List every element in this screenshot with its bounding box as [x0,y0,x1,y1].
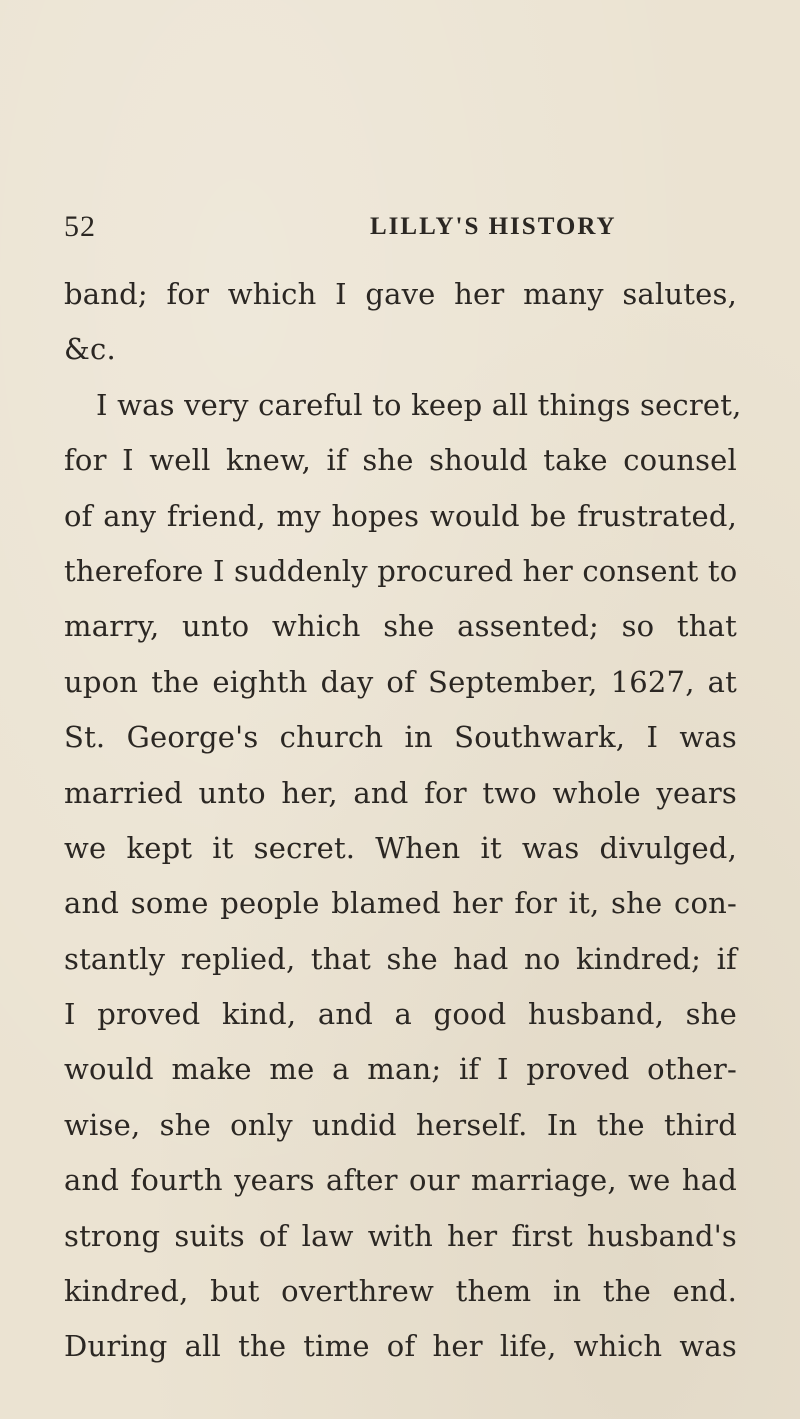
text-line: stantly replied, that she had no kindred; if [64,941,737,976]
text-line: upon the eighth day of September, 1627, at [64,664,737,699]
page-number: 52 [64,210,96,243]
text-line: and some people blamed her for it, she con- [64,886,737,921]
text-line: St. George's church in Southwark, I was [64,720,737,755]
running-title: LILLY'S HISTORY [370,213,617,240]
text-line: band; for which I gave her many salutes, [64,277,737,311]
body-text [64,267,742,1375]
text-line: and fourth years after our marriage, we had [64,1163,737,1198]
paragraph-first-line: I was very careful to keep all things secret, [96,387,742,422]
text-line: During all the time of her life, which was [64,1329,737,1364]
text-line: wise, she only undid herself. In the third [64,1107,737,1142]
text-line: kindred, but overthrew them in the end. [64,1274,737,1309]
text-line: would make me a man; if I proved other- [64,1052,737,1087]
text-line: marry, unto which she assented; so that [64,609,737,644]
text-line: &c. [64,332,116,367]
text-line: we kept it secret. When it was divulged, [64,830,737,865]
text-line: of any friend, my hopes would be frustrated, [64,498,737,533]
text-line: therefore I suddenly procured her consent to [64,553,738,588]
text-line: I proved kind, and a good husband, she [64,997,737,1032]
text-line: married unto her, and for two whole years [64,775,737,810]
text-line: for I well knew, if she should take counsel [64,443,737,478]
text-line: strong suits of law with her first husband's [64,1218,737,1253]
running-head [64,210,736,254]
